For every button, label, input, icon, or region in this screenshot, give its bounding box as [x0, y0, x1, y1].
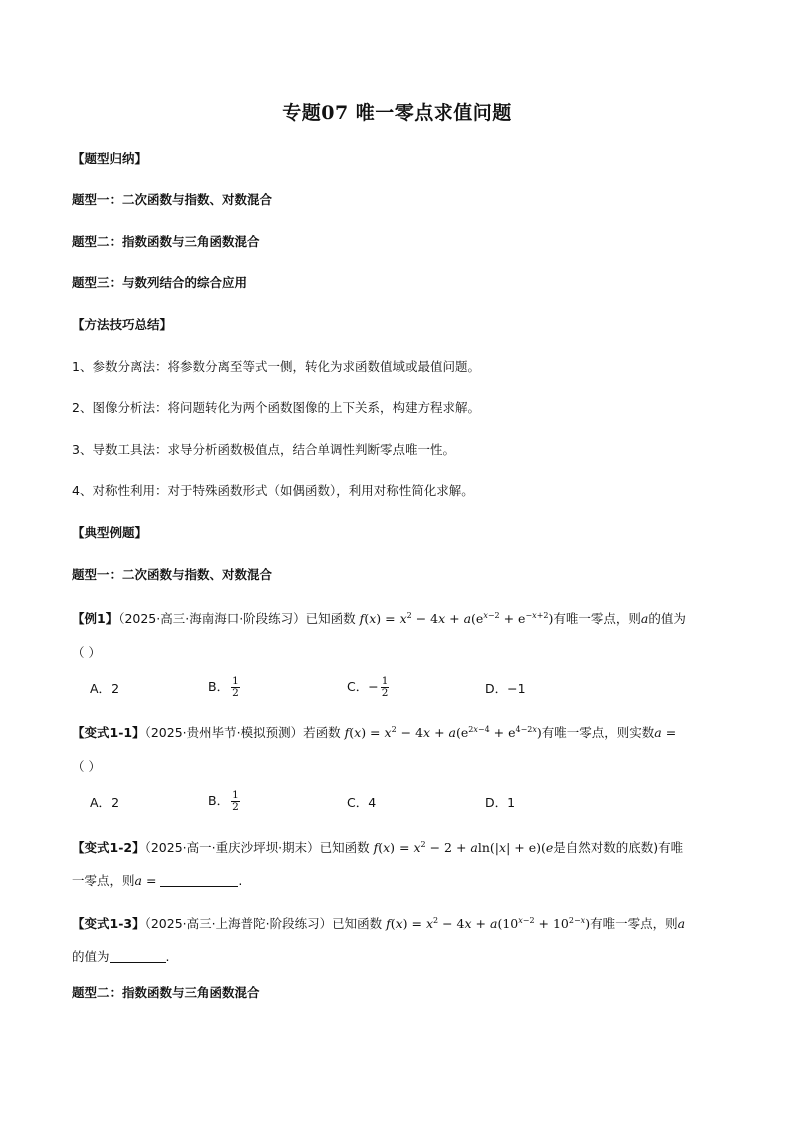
variant-1-1-source: （2025·贵州毕节·模拟预测）若函数	[144, 725, 341, 741]
variant-1-3-line2: 的值为 .	[72, 949, 170, 964]
example-1-option-a: A．2	[90, 681, 120, 696]
type-item-3: 题型三：与数列结合的综合应用	[72, 275, 248, 290]
example-1-formula: $f(x) = x^2 - 4x + a(e^{x-2} + e^{-x+2})$	[359, 611, 554, 627]
type-item-1: 题型一：二次函数与指数、对数混合	[72, 192, 273, 207]
variant-1-1-option-a: A．2	[90, 795, 120, 810]
variant-1-3-question: 【变式1-3】（2025·高三·上海普陀·阶段练习）已知函数 $f(x) = x^2 - 4x + a(10^{x-2} + 10^{2-x})$有唯一零点，则a	[72, 916, 686, 932]
examples-header: 【典型例题】	[72, 525, 148, 540]
example-1-after: 有唯一零点，则	[553, 611, 641, 627]
variant-1-2-formula: $f(x) = x^2 - 2 + aln(|x| + e)(e$	[373, 840, 554, 856]
variant-1-1-option-b: B． $\frac{1}{2}$	[208, 789, 239, 813]
types-header: 【题型归纳】	[72, 151, 148, 166]
method-item-3: 3、导数工具法：求导分析函数极值点，结合单调性判断零点唯一性。	[72, 442, 455, 457]
variant-1-1-formula: $f(x) = x^2 - 4x + a(e^{2x-4} + e^{4-2x})$	[344, 725, 542, 741]
example-1-source: （2025·高三·海南海口·阶段练习）已知函数	[118, 611, 356, 627]
method-item-1: 1、参数分离法：将参数分离至等式一侧，转化为求函数值域或最值问题。	[72, 359, 480, 374]
variant-1-2-tag: 【变式1-2】	[72, 840, 145, 856]
example-1-question: 【例1】（2025·高三·海南海口·阶段练习）已知函数 $f(x) = x^2 - 4x + a(e^{x-2} + e^{-x+2})$有唯一零点，则a的值为	[72, 611, 686, 627]
type-item-2: 题型二：指数函数与三角函数混合	[72, 234, 260, 249]
type2-heading: 题型二：指数函数与三角函数混合	[72, 985, 260, 1000]
variant-1-3-formula: $f(x) = x^2 - 4x + a(10^{x-2} + 10^{2-x})$	[386, 916, 591, 932]
page-title: 专题07 唯一零点求值问题	[282, 102, 512, 124]
variant-1-3-answer-blank[interactable]	[110, 949, 166, 963]
variant-1-2-answer-blank[interactable]	[160, 873, 238, 887]
variant-1-3-tag: 【变式1-3】	[72, 916, 145, 932]
variant-1-1-question: 【变式1-1】（2025·贵州毕节·模拟预测）若函数 $f(x) = x^2 - 4x + a(e^{2x-4} + e^{4-2x})$有唯一零点，则实数a =	[72, 725, 677, 741]
example-1-option-d: D．−1	[485, 681, 526, 696]
type1-heading: 题型一：二次函数与指数、对数混合	[72, 567, 273, 582]
variant-1-1-paren: （ ）	[72, 759, 101, 774]
variant-1-2-line2: 一零点，则a = .	[72, 873, 243, 888]
method-item-4: 4、对称性利用：对于特殊函数形式（如偶函数），利用对称性简化求解。	[72, 483, 474, 498]
variant-1-1-option-c: C．4	[347, 795, 377, 810]
variant-1-1-option-d: D．1	[485, 795, 516, 810]
example-1-option-b: B． $\frac{1}{2}$	[208, 675, 239, 699]
methods-header: 【方法技巧总结】	[72, 317, 173, 332]
method-item-2: 2、图像分析法：将问题转化为两个函数图像的上下关系，构建方程求解。	[72, 400, 480, 415]
variant-1-2-source: （2025·高一·重庆沙坪坝·期末）已知函数	[144, 840, 370, 856]
variant-1-3-after: 有唯一零点，则	[590, 916, 678, 932]
example-1-paren: （ ）	[72, 645, 101, 660]
variant-1-3-source: （2025·高三·上海普陀·阶段练习）已知函数	[144, 916, 383, 932]
example-1-option-c: C．− $\frac{1}{2}$	[347, 675, 389, 699]
example-1-tag: 【例1】	[72, 611, 119, 627]
variant-1-2-question	[72, 836, 722, 857]
variant-1-1-tag: 【变式1-1】	[72, 725, 145, 741]
variant-1-1-after: 有唯一零点，则实数	[541, 725, 655, 741]
variant-1-2-mid: 是自然对数的底数)有唯	[553, 840, 684, 856]
